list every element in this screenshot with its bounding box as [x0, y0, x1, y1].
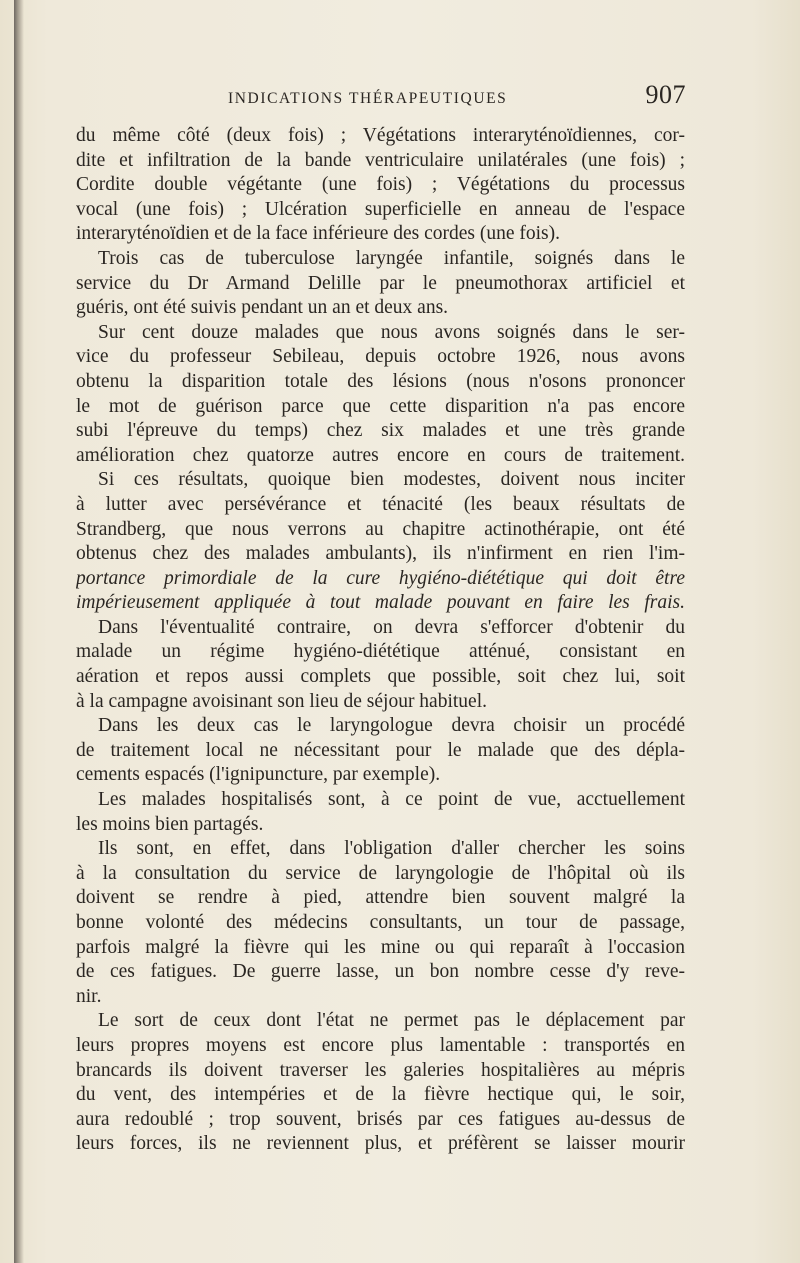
text-line: à lutter avec persévérance et ténacité (les beaux résultats de	[76, 493, 685, 515]
text-line: leurs forces, ils ne reviennent plus, et préfèrent se laisser mourir	[76, 1133, 685, 1155]
text-line: obtenus chez des malades ambulants), ils n'infirment en rien l'im-	[76, 543, 685, 565]
text-line: Cordite double végétante (une fois) ; Végétations du processus	[76, 174, 685, 196]
text-line: les moins bien partagés.	[76, 813, 264, 835]
text-line: vice du professeur Sebileau, depuis octobre 1926, nous avons	[76, 346, 685, 368]
text-line: le mot de guérison parce que cette disparition n'a pas encore	[76, 395, 685, 417]
text-line: dite et infiltration de la bande ventriculaire unilatérales (une fois) ;	[76, 149, 685, 171]
text-line: subi l'épreuve du temps) chez six malades et une très grande	[76, 420, 685, 442]
text-line: du même côté (deux fois) ; Végétations interaryténoïdiennes, cor-	[76, 125, 685, 146]
text-line: aération et repos aussi complets que possible, soit chez lui, soit	[76, 666, 685, 688]
binding-edge	[14, 0, 24, 1263]
page-number: 907	[645, 80, 686, 109]
text-line: de ces fatigues. De guerre lasse, un bon nombre cesse d'y reve-	[76, 961, 685, 983]
body-text	[76, 124, 685, 1157]
text-line: doivent se rendre à pied, attendre bien souvent malgré la	[76, 887, 685, 909]
text-line: parfois malgré la fièvre qui les mine ou qui reparaît à l'occasion	[76, 936, 685, 958]
text-line: Ils sont, en effet, dans l'obligation d'aller chercher les soins	[98, 838, 685, 860]
text-line: service du Dr Armand Delille par le pneumothorax artificiel et	[76, 272, 685, 294]
text-line: à la campagne avoisinant son lieu de séjour habituel.	[76, 690, 487, 712]
text-line: à la consultation du service de laryngologie de l'hôpital où ils	[76, 862, 685, 884]
page-header	[76, 78, 686, 118]
text-line: vocal (une fois) ; Ulcération superficielle en anneau de l'espace	[76, 198, 685, 220]
running-title: INDICATIONS THÉRAPEUTIQUES	[228, 90, 508, 107]
text-line: impérieusement appliquée à tout malade pouvant en faire les frais.	[76, 592, 685, 614]
text-line: bonne volonté des médecins consultants, un tour de passage,	[76, 912, 685, 933]
text-line: obtenu la disparition totale des lésions (nous n'osons prononcer	[76, 370, 685, 392]
text-line: interaryténoïdien et de la face inférieure des cordes (une fois).	[76, 223, 561, 245]
text-line: du vent, des intempéries et de la fièvre hectique qui, le soir,	[76, 1084, 685, 1106]
text-line: de traitement local ne nécessitant pour le malade que des dépla-	[76, 739, 685, 761]
text-line: Dans les deux cas le laryngologue devra choisir un procédé	[98, 715, 685, 737]
text-line: amélioration chez quatorze autres encore en cours de traitement.	[76, 444, 685, 466]
text-line: nir.	[76, 985, 102, 1007]
text-line: guéris, ont été suivis pendant un an et deux ans.	[76, 297, 449, 319]
text-line: Le sort de ceux dont l'état ne permet pas le déplacement par	[98, 1010, 685, 1032]
text-line: Les malades hospitalisés sont, à ce point de vue, acctuellement	[98, 789, 685, 811]
text-line: Dans l'éventualité contraire, on devra s'efforcer d'obtenir du	[98, 616, 685, 638]
text-line: malade un régime hygiéno-diététique atténué, consistant en	[76, 641, 685, 663]
text-line: cements espacés (l'ignipuncture, par exemple).	[76, 764, 441, 786]
text-line: Strandberg, que nous verrons au chapitre actinothérapie, ont été	[76, 518, 685, 540]
text-line: brancards ils doivent traverser les galeries hospitalières au mépris	[76, 1059, 685, 1081]
text-line: Sur cent douze malades que nous avons soignés dans le ser-	[98, 321, 685, 343]
text-line: aura redoublé ; trop souvent, brisés par ces fatigues au-dessus de	[76, 1108, 685, 1130]
text-line: portance primordiale de la cure hygiéno-diététique qui doit être	[76, 567, 685, 589]
text-line: leurs propres moyens est encore plus lamentable : transportés en	[76, 1034, 685, 1056]
text-line: Si ces résultats, quoique bien modestes, doivent nous inciter	[98, 469, 685, 491]
text-line: Trois cas de tuberculose laryngée infantile, soignés dans le	[98, 247, 685, 269]
